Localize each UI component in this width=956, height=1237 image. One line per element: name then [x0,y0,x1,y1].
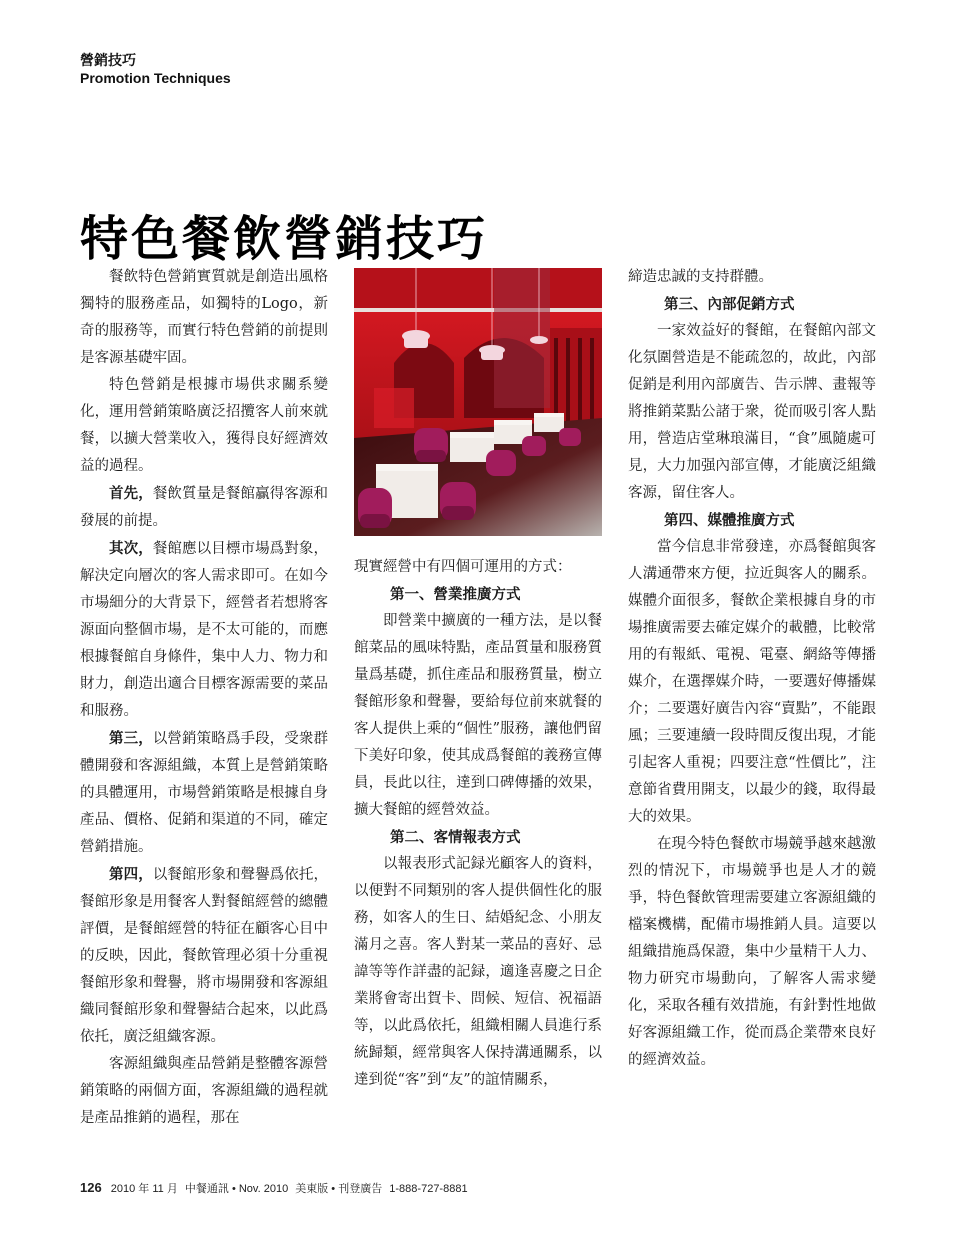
paragraph: 特色營銷是根據市場供求關系變化，運用營銷策略廣泛招攬客人前來就餐，以擴大營業收入，獲得良好經濟效益的過程。 [80,377,328,474]
article-column-1 [80,264,328,1132]
subheading: 第二、客情報表方式 [390,829,521,846]
paragraph [80,535,328,725]
issue-date: 2010 年 11 月 [110,1183,178,1195]
paragraph: 一家效益好的餐館，在餐館內部文化氛圍營造是不能疏忽的，故此，內部促銷是利用內部廣告、告示牌、畫報等將推銷菜點公諸于衆，從而吸引客人點用，營造店堂琳琅滿目，“食”風隨處可見，大力加强內部宣傳，才能廣泛組織客源，留住客人。 [628,323,876,501]
paragraph: 即營業中擴廣的一種方法，是以餐館菜品的風味特點，產品質量和服務質量爲基礎，抓住產品和服務質量，樹立餐館形象和聲譽，要給每位前來就餐的客人提供上乘的“個性”服務，讓他們留下美好印象，使其成爲餐館的義務宣傳員，長此以往，達到口碑傳播的效果，擴大餐館的經營效益。 [354,613,602,818]
paragraph-text: 以餐館形象和聲譽爲依托，餐館形象是用餐客人對餐館經營的總體評價，是餐館經營的特征在顧客心目中的反映，因此，餐飲管理必須十分重視餐館形象和聲譽，將市場開發和客源組織同餐館形象和聲譽結合起來，以此爲依托，廣泛組織客源。 [80,867,329,1045]
paragraph: 以報表形式記録光顧客人的資料，以便對不同類别的客人提供個性化的服務，如客人的生日、結婚紀念、小朋友滿月之喜。客人對某一菜品的喜好、忌諱等等作詳盡的記録，適逢喜慶之日企業將會寄出賀卡、問候、短信、祝福語等，以此爲依托，組織相關人員進行系統歸類，經常與客人保持溝通關系，以達到從“客”到“友”的誼情關系， [354,856,602,1088]
paragraph [80,861,328,1051]
restaurant-interior-photo [354,268,602,536]
paragraph [80,480,328,535]
paragraph-lead: 第三， [109,730,153,747]
publication-name: 中餐通訊 • Nov. 2010 [184,1183,289,1195]
paragraph-text: 餐館應以目標市場爲對象，解決定向層次的客人需求即可。在如今市場細分的大背景下，經營者若想將客源面向整個市場，是不太可能的，而應根據餐館自身條件，集中人力、物力和財力，創造出適合目標客源需要的菜品和服務。 [80,541,329,719]
paragraph: 當今信息非常發達，亦爲餐館與客人溝通帶來方便，拉近與客人的關系。媒體介面很多，餐飲企業根據自身的市場推廣需要去確定媒介的載體，比較常用的有報紙、電視、電臺、網絡等傳播媒介，在選擇媒介時，一要選好傳播媒介；二要選好廣告內容“賣點”，不能跟風；三要連續一段時間反復出現，才能引起客人重視；四要注意“性價比”，注意節省費用開支，以最少的錢，取得最大的效果。 [628,539,876,825]
article-column-3 [628,264,876,1074]
paragraph-text: 餐飲質量是餐館贏得客源和發展的前提。 [80,486,329,529]
paragraph-text: 以營銷策略爲手段，受衆群體開發和客源組織，本質上是營銷策略的具體運用，市場營銷策略是根據自身產品、價格、促銷和渠道的不同，確定營銷措施。 [80,731,329,855]
section-label-zh: 營銷技巧 [80,53,136,69]
paragraph-lead: 第四， [109,866,153,883]
paragraph: 現實經營中有四個可運用的方式： [354,559,572,575]
paragraph: 客源組織與產品營銷是整體客源營銷策略的兩個方面，客源組織的過程就是產品推銷的過程，那在 [80,1056,328,1126]
paragraph: 餐飲特色營銷實質就是創造出風格獨特的服務產品，如獨特的Logo，新奇的服務等，而實行特色營銷的前提則是客源基礎牢固。 [80,269,328,366]
paragraph [80,725,328,861]
paragraph: 締造忠誠的支持群體。 [628,269,773,285]
page-number: 126 [80,1180,102,1195]
page-footer [80,1180,472,1196]
article-title: 特色餐飲營銷技巧 [80,211,489,268]
paragraph-lead: 首先， [109,485,153,502]
subheading: 第四、媒體推廣方式 [664,512,795,529]
subheading: 第三、內部促銷方式 [664,296,795,313]
phone-number: 1-888-727-8881 [389,1183,468,1195]
subheading: 第一、營業推廣方式 [390,586,521,603]
article-column-2 [354,554,602,1094]
section-label-en: Promotion Techniques [80,70,231,86]
paragraph-lead: 其次， [109,540,153,557]
restaurant-interior-illustration [354,268,602,536]
edition-label: 美東版 • 刊登廣告 [295,1183,383,1195]
paragraph: 在現今特色餐飲市場競爭越來越激烈的情況下，市場競爭也是人才的競爭，特色餐飲管理需要建立客源組織的檔案機構，配備市場推銷人員。這要以組織措施爲保證，集中少量精干人力、物力研究市場動向，了解客人需求變化，采取各種有效措施，有針對性地做好客源組織工作，從而爲企業帶來良好的經濟效益。 [628,836,876,1068]
